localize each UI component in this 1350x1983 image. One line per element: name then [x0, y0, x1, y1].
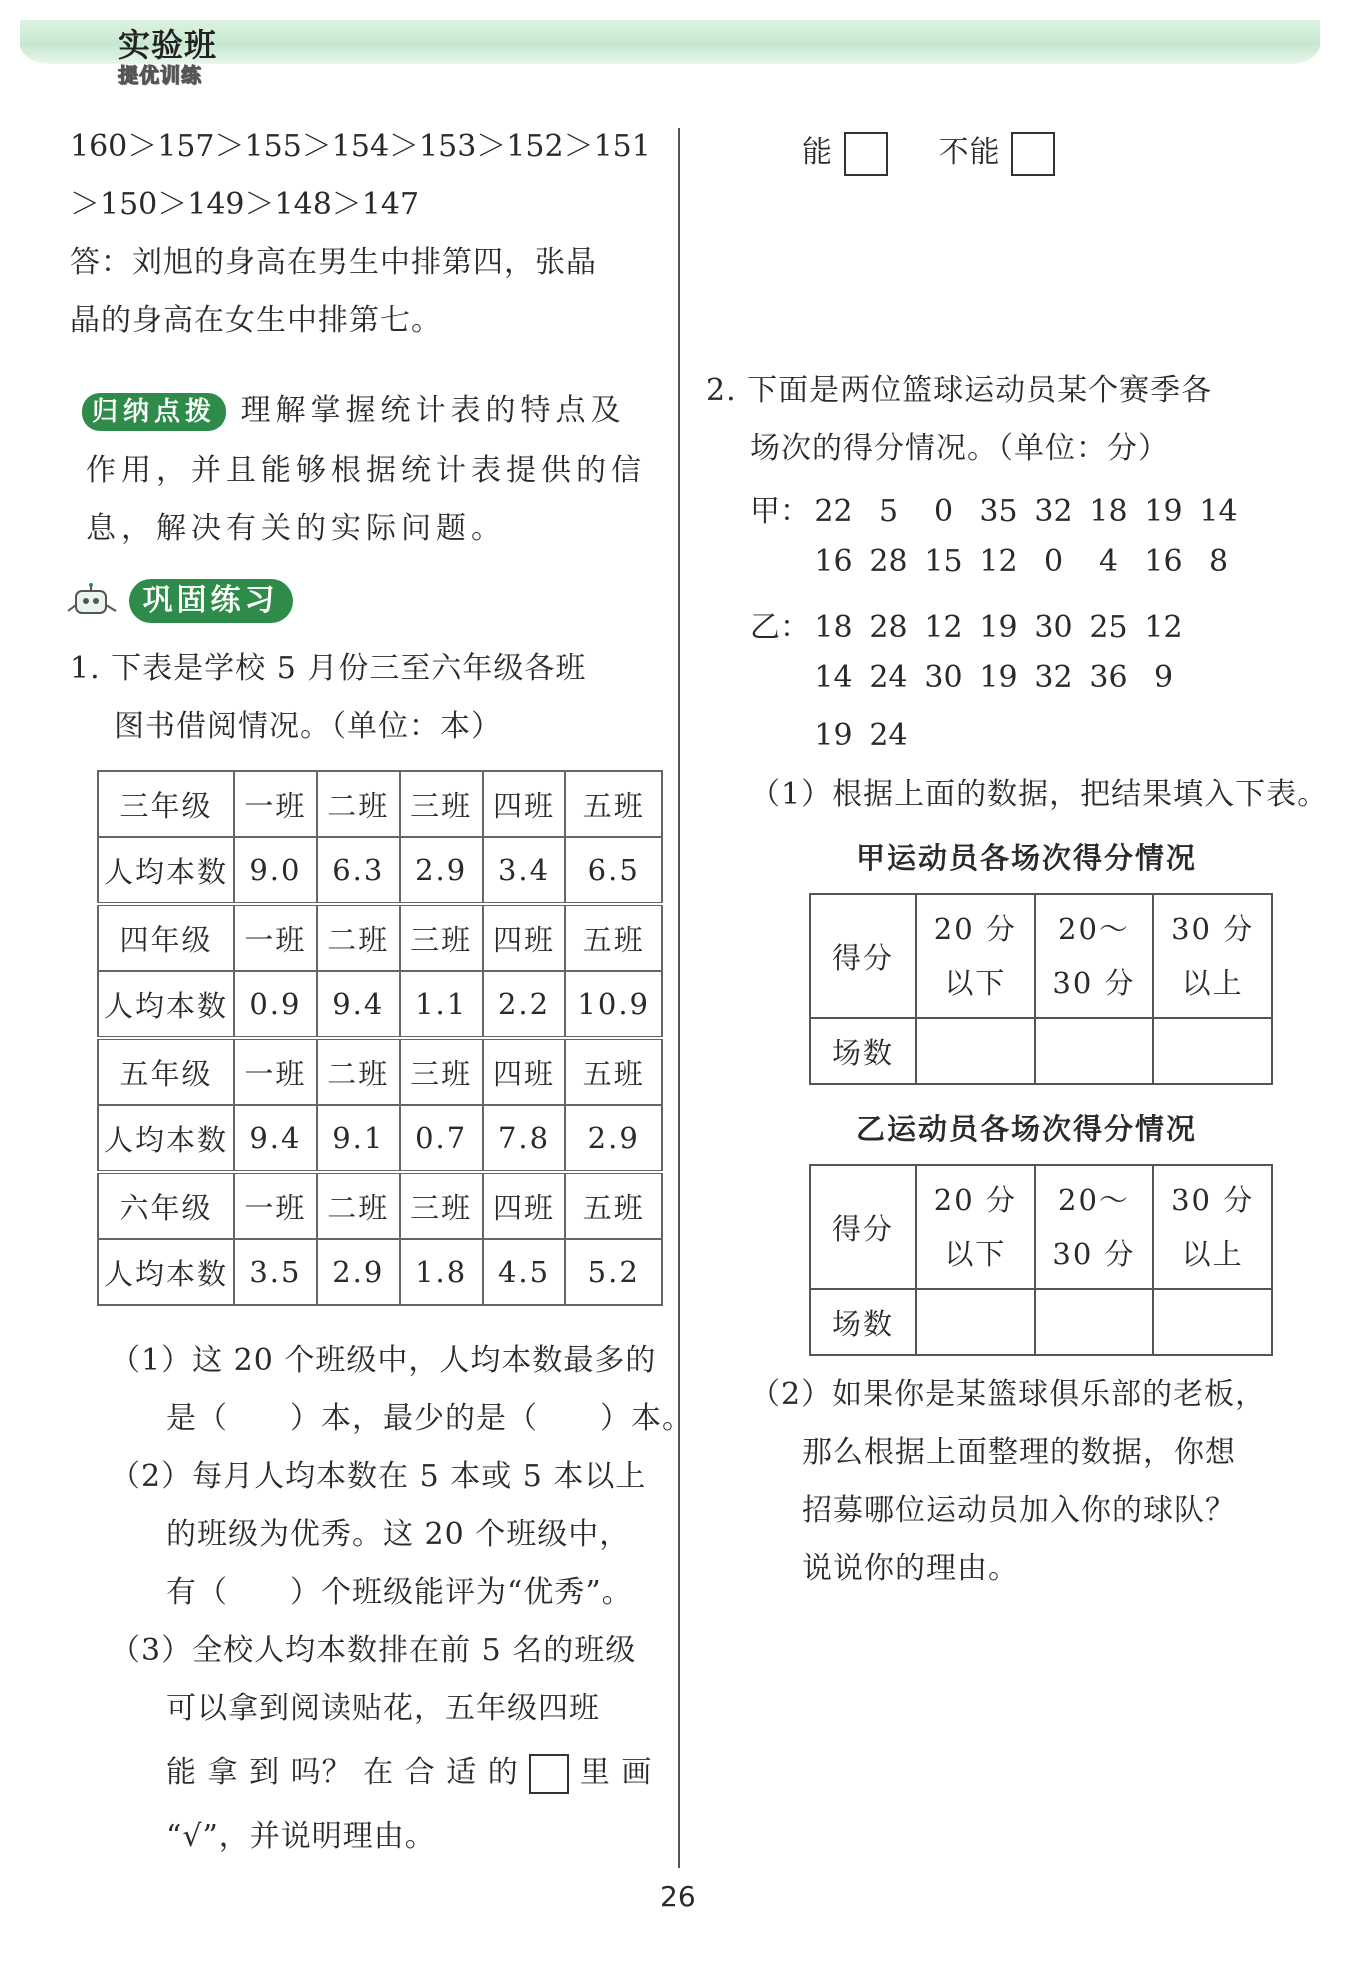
- yi-label: 乙：: [750, 610, 810, 645]
- yi-scores-3: [750, 718, 916, 753]
- score-value: 28: [869, 544, 908, 579]
- score-table-yi: [809, 1164, 1273, 1356]
- table-cell: 10.9: [565, 971, 662, 1038]
- table-cell: 一班: [234, 904, 317, 971]
- score-col-3: [1153, 894, 1272, 1018]
- row-header-cell: 六年级: [98, 1172, 234, 1239]
- table-cell: 三班: [400, 904, 483, 971]
- score-row-label: 场数: [810, 1018, 916, 1084]
- score-value: 0: [933, 494, 954, 529]
- score-value: 8: [1208, 544, 1229, 579]
- score-col-2: [1035, 1165, 1154, 1289]
- can-choice: [802, 124, 1055, 182]
- q2-line-1: 2. 下面是两位篮球运动员某个赛季各: [706, 373, 1213, 408]
- table-cell: 7.8: [483, 1105, 566, 1172]
- score-value: 12: [1144, 610, 1183, 645]
- section-header: [66, 572, 293, 630]
- cannot-box[interactable]: [1011, 132, 1055, 176]
- table-cell: 四班: [483, 1172, 566, 1239]
- column-divider: [678, 128, 680, 1868]
- col2-a: 20～: [1058, 1183, 1130, 1217]
- q1-3-line-3a: 能 拿 到 吗？ 在 合 适 的: [166, 1755, 519, 1790]
- q1-2-line-1: （2）每月人均本数在 5 本或 5 本以上: [110, 1459, 647, 1494]
- score-blank[interactable]: [1153, 1018, 1272, 1084]
- robot-icon: [66, 583, 118, 621]
- table-cell: 一班: [234, 1172, 317, 1239]
- score-blank[interactable]: [1035, 1289, 1154, 1355]
- col1-a: 20 分: [933, 912, 1017, 946]
- q2-2-line-2: 那么根据上面整理的数据，你想: [802, 1435, 1236, 1470]
- row-header-cell: 人均本数: [98, 971, 234, 1038]
- table-cell: 2.2: [483, 971, 566, 1038]
- score-table-jia: [809, 893, 1273, 1085]
- jia-values-2: [806, 544, 1246, 579]
- score-blank[interactable]: [1153, 1289, 1272, 1355]
- score-col-1: [916, 1165, 1035, 1289]
- table-cell: 6.5: [565, 837, 662, 904]
- brand-logo: [118, 26, 217, 86]
- score-value: 36: [1089, 660, 1128, 695]
- score-value: 19: [979, 660, 1018, 695]
- table-row: [98, 1239, 662, 1305]
- table-row: [98, 837, 662, 904]
- table-cell: 9.0: [234, 837, 317, 904]
- ranking-line-2: ＞150＞149＞148＞147: [70, 187, 420, 222]
- jia-scores-2: [750, 544, 1246, 579]
- table-cell: 三班: [400, 1172, 483, 1239]
- score-value: 19: [814, 718, 853, 753]
- col2-b: 30 分: [1052, 966, 1136, 1000]
- score-value: 14: [1199, 494, 1238, 529]
- q1-1-line-2: 是（ ）本，最少的是（ ）本。: [166, 1401, 693, 1436]
- table-row: [98, 904, 662, 971]
- table-cell: 1.8: [400, 1239, 483, 1305]
- col1-b: 以下: [944, 966, 1007, 1000]
- table-row: [98, 1105, 662, 1172]
- brand-sub: 提优训练: [118, 63, 202, 87]
- jia-scores-1: [750, 486, 1246, 530]
- section-title: 巩固练习: [129, 579, 293, 623]
- score-value: 24: [869, 718, 908, 753]
- score-col-2: [1035, 894, 1154, 1018]
- jia-label: 甲：: [750, 494, 810, 529]
- table-cell: 三班: [400, 771, 483, 837]
- tip-label: 归纳点拨: [82, 393, 226, 431]
- table-cell: 二班: [317, 1038, 400, 1105]
- score-value: 28: [869, 610, 908, 645]
- row-header-cell: 三年级: [98, 771, 234, 837]
- table-cell: 9.4: [234, 1105, 317, 1172]
- score-value: 16: [814, 544, 853, 579]
- q2-1: （1）根据上面的数据，把结果填入下表。: [750, 777, 1329, 812]
- row-header-cell: 人均本数: [98, 1239, 234, 1305]
- score-value: 19: [1144, 494, 1183, 529]
- table-cell: 5.2: [565, 1239, 662, 1305]
- brand-main: 实验班: [118, 26, 218, 64]
- col3-b: 以上: [1181, 966, 1244, 1000]
- col1-a: 20 分: [933, 1183, 1017, 1217]
- yi-scores-2: [750, 660, 1191, 695]
- tip-line-1: [82, 382, 626, 440]
- q1-2-line-2: 的班级为优秀。这 20 个班级中，: [166, 1517, 631, 1552]
- answer-line-2: 晶的身高在女生中排第七。: [70, 303, 442, 338]
- score-row-label: 场数: [810, 1289, 916, 1355]
- score-blank[interactable]: [916, 1289, 1035, 1355]
- page-number: 26: [660, 1880, 696, 1913]
- q2-2-line-3: 招募哪位运动员加入你的球队？: [802, 1493, 1236, 1528]
- ranking-line-1: 160＞157＞155＞154＞153＞152＞151: [70, 129, 651, 164]
- table-cell: 0.7: [400, 1105, 483, 1172]
- table-cell: 五班: [565, 771, 662, 837]
- table-cell: 9.1: [317, 1105, 400, 1172]
- score-blank[interactable]: [1035, 1018, 1154, 1084]
- score-blank[interactable]: [916, 1018, 1035, 1084]
- score-value: 9: [1153, 660, 1174, 695]
- score-head-label: 得分: [810, 894, 916, 1018]
- table-cell: 一班: [234, 1038, 317, 1105]
- yi-values-1: [806, 610, 1191, 645]
- row-header-cell: 人均本数: [98, 837, 234, 904]
- q1-2-line-3: 有（ ）个班级能评为“优秀”。: [166, 1575, 633, 1610]
- table-yi-title: 乙运动员各场次得分情况: [856, 1112, 1198, 1146]
- table-cell: 2.9: [565, 1105, 662, 1172]
- score-value: 12: [979, 544, 1018, 579]
- yi-scores-1: [750, 602, 1191, 646]
- table-cell: 6.3: [317, 837, 400, 904]
- table-cell: 3.5: [234, 1239, 317, 1305]
- table-cell: 2.9: [400, 837, 483, 904]
- tip-line-3: 息，解决有关的实际问题。: [86, 511, 506, 546]
- score-value: 30: [1034, 610, 1073, 645]
- yi-values-3: [806, 718, 916, 753]
- table-jia-title: 甲运动员各场次得分情况: [856, 841, 1198, 875]
- table-cell: 一班: [234, 771, 317, 837]
- q1-3-line-2: 可以拿到阅读贴花，五年级四班: [166, 1691, 600, 1726]
- table-cell: 四班: [483, 771, 566, 837]
- table-row: [98, 971, 662, 1038]
- table-cell: 四班: [483, 1038, 566, 1105]
- q1-3-line-1: （3）全校人均本数排在前 5 名的班级: [110, 1633, 637, 1668]
- row-header-cell: 五年级: [98, 1038, 234, 1105]
- table-cell: 2.9: [317, 1239, 400, 1305]
- score-value: 16: [1144, 544, 1183, 579]
- answer-box[interactable]: [529, 1754, 569, 1794]
- score-value: 14: [814, 660, 853, 695]
- score-value: 4: [1098, 544, 1119, 579]
- score-value: 18: [814, 610, 853, 645]
- score-value: 15: [924, 544, 963, 579]
- table-cell: 四班: [483, 904, 566, 971]
- cannot-label: 不能: [938, 135, 1001, 170]
- score-value: 24: [869, 660, 908, 695]
- score-value: 0: [1043, 544, 1064, 579]
- q2-line-2: 场次的得分情况。（单位：分）: [750, 431, 1169, 466]
- table-cell: 五班: [565, 904, 662, 971]
- q1-3-line-4: “√”，并说明理由。: [166, 1819, 436, 1854]
- table-cell: 9.4: [317, 971, 400, 1038]
- tip-line-2: 作用，并且能够根据统计表提供的信: [86, 453, 646, 488]
- score-col-3: [1153, 1165, 1272, 1289]
- table-cell: 三班: [400, 1038, 483, 1105]
- score-col-1: [916, 894, 1035, 1018]
- can-label: 能: [802, 135, 833, 170]
- table-cell: 五班: [565, 1172, 662, 1239]
- col3-a: 30 分: [1171, 1183, 1255, 1217]
- table-cell: 二班: [317, 904, 400, 971]
- score-value: 18: [1089, 494, 1128, 529]
- score-value: 30: [924, 660, 963, 695]
- table-row: [98, 771, 662, 837]
- table-cell: 4.5: [483, 1239, 566, 1305]
- row-header-cell: 人均本数: [98, 1105, 234, 1172]
- col2-b: 30 分: [1052, 1237, 1136, 1271]
- score-value: 32: [1034, 494, 1073, 529]
- score-head-label: 得分: [810, 1165, 916, 1289]
- can-box[interactable]: [844, 132, 888, 176]
- score-value: 35: [979, 494, 1018, 529]
- score-value: 19: [979, 610, 1018, 645]
- yi-values-2: [806, 660, 1191, 695]
- row-header-cell: 四年级: [98, 904, 234, 971]
- col3-b: 以上: [1181, 1237, 1244, 1271]
- q1-3-line-3b: 里 画: [579, 1755, 653, 1790]
- q1-line-1: 1. 下表是学校 5 月份三至六年级各班: [70, 651, 587, 686]
- table-cell: 3.4: [483, 837, 566, 904]
- score-value: 22: [814, 494, 853, 529]
- tip-text-1: 理解掌握统计表的特点及: [240, 393, 626, 428]
- col1-b: 以下: [944, 1237, 1007, 1271]
- table-row: [98, 1172, 662, 1239]
- q2-2-line-1: （2）如果你是某篮球俱乐部的老板，: [750, 1377, 1267, 1412]
- answer-line-1: 答：刘旭的身高在男生中排第四，张晶: [70, 245, 597, 280]
- col3-a: 30 分: [1171, 912, 1255, 946]
- jia-values-1: [806, 494, 1246, 529]
- q1-1-line-1: （1）这 20 个班级中，人均本数最多的: [110, 1343, 657, 1378]
- score-value: 32: [1034, 660, 1073, 695]
- q2-2-line-4: 说说你的理由。: [802, 1551, 1019, 1586]
- table-cell: 0.9: [234, 971, 317, 1038]
- table-cell: 二班: [317, 771, 400, 837]
- score-value: 12: [924, 610, 963, 645]
- q1-line-2: 图书借阅情况。（单位：本）: [114, 709, 502, 744]
- score-value: 5: [878, 494, 899, 529]
- col2-a: 20～: [1058, 912, 1130, 946]
- table-cell: 1.1: [400, 971, 483, 1038]
- score-value: 25: [1089, 610, 1128, 645]
- table-row: [98, 1038, 662, 1105]
- table-cell: 二班: [317, 1172, 400, 1239]
- table-cell: 五班: [565, 1038, 662, 1105]
- library-table: [97, 770, 663, 1306]
- q1-3-line-3: [166, 1744, 652, 1802]
